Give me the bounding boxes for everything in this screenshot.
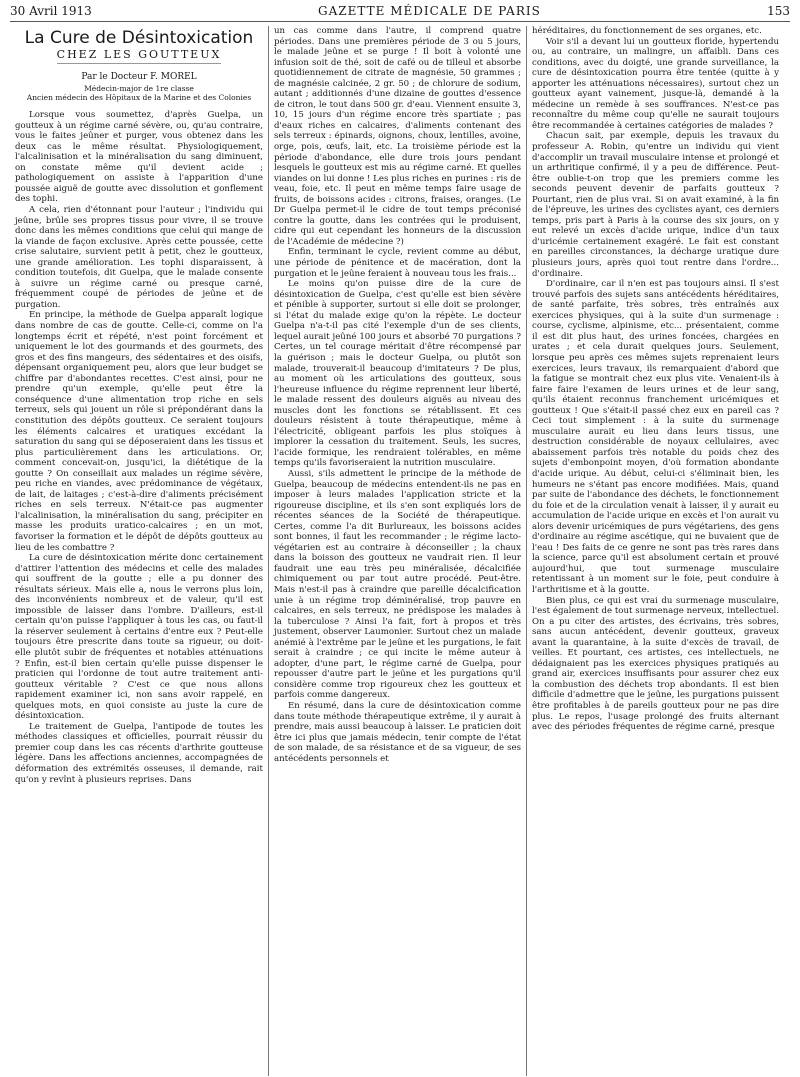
paragraph: Le moins qu'on puisse dire de la cure de désintoxication de Guelpa, c'est qu'elle est bien sévère et pénible à supporter, surtout si elle doit se prolonger, si l'état du malade exige qu'on la répète. Le docteur Guelpa n'a-t-il pas cité l'exemple d'un de ses clients, lequel aurait jeûné 100 jours et absorbé 70 purgations ? Certes, un tel courage méritait d'être récompensé par la guérison ; mais le docteur Guelpa, ou plutôt son malade, trouverait-il beaucoup d'imitateurs ? De plus, au moment où les articulations des goutteux, sous l'heureuse influence du régime reprennent leur liberté, le malade ressent des douleurs aiguës au niveau des muscles dont les fonctions se rétablissent. Et ces douleurs résistent à toute thérapeutique, même à l'électricité, obligeant parfois les plus stoïques à implorer la cessation du traitement. Seuls, les sucres, l'acide formique, les rendraient tolérables, en même temps qu'ils favoriseraient la nutrition musculaire. xyxy=(274,279,521,469)
paragraph: La cure de désintoxication mérite donc certainement d'attirer l'attention des médecins et celle des malades qui souffrent de la goutte ; elle a pu donner des résultats sérieux. Mais elle a, nous le verrons plus loin, des inconvénients nombreux et de valeur, qu'il est impossible de laisser dans l'ombre. D'ailleurs, est-il certain qu'on puisse l'appliquer à tous les cas, ou faut-il la réserver seulement à certains d'entre eux ? Peut-elle toujours être prescrite dans toute sa rigueur, ou doit-elle plutôt subir de fréquentes et notables atténuations ? Enfin, est-il bien certain qu'elle puisse dispenser le praticien qui l'ordonne de tout autre traitement anti-goutteux véritable ? C'est ce que nous allons rapidement examiner ici, non sans avoir rappelé, en quelques mots, en quoi consiste au juste la cure de désintoxication. xyxy=(15,553,263,722)
author-role-1: Médecin-major de 1re classe xyxy=(84,84,194,94)
header-journal-title: GAZETTE MÉDICALE DE PARIS xyxy=(318,4,541,18)
header-date: 30 Avril 1913 xyxy=(10,4,92,18)
paragraph: En principe, la méthode de Guelpa apparaît logique dans nombre de cas de goutte. Celle-ci, comme on l'a longtemps écrit et répété, n'est point forcément et uniquement le lot des gourmands et des gourmets, des gros et des fins mangeurs, des sédentaires et des oisifs, dépensant organiquement peu, alors que leur budget se chiffre par d'abondantes recettes. C'est ainsi, pour ne prendre qu'un exemple, qu'elle peut être la conséquence d'une alimentation trop riche en sels terreux, sels qui jouent un rôle si prépondérant dans la constitution des dépôts goutteux. Ce seraient toujours les éléments calcaires et uratiques excédant la saturation du sang qui se déposeraient dans les tissus et plus particulièrement dans les articulations. Or, comment concevait-on, jusqu'ici, la diététique de la goutte ? On conseillait aux malades un régime sévère, peu riche en viandes, avec prédominance de végétaux, de lait, de laitages ; c'est-à-dire d'aliments précisément riches en sels terreux. N'était-ce pas augmenter l'alcalinisation, la minéralisation du sang, précipiter en masse les produits uratico-calcaires ; en un mot, favoriser la formation et le dépôt de dépôts goutteux au lieu de les combattre ? xyxy=(15,310,263,553)
paragraph: Bien plus, ce qui est vrai du surmenage musculaire, l'est également de tout surmenage nerveux, intellectuel. On a pu citer des artistes, des écrivains, très sobres, sans aucun antécédent, devenir goutteux, graveux avant la quarantaine, à la suite d'excès de travail, de veilles. Et pourtant, ces artistes, ces intellectuels, ne dédaignaient pas les exercices physiques pratiqués au grand air, exercices insuffisants pour assurer chez eux la combustion des déchets trop abondants. Il est bien difficile d'admettre que le jeûne, les purgations puissent être profitables à de pareils goutteux pour ne pas dire plus. Le repos, l'usage prolongé des fruits alternant avec des périodes fréquentes de régime carné, presque xyxy=(532,595,779,733)
article-subtitle: CHEZ LES GOUTTEUX xyxy=(57,50,222,64)
paragraph: Le traitement de Guelpa, l'antipode de toutes les méthodes classiques et officielles, pourrait réussir du premier coup dans les cas récents d'arthrite goutteuse légère. Dans les affections anciennes, accompagnées de déformation des extrémités osseuses, il demande, rait qu'on y revînt à plusieurs reprises. Dans xyxy=(15,721,263,785)
paragraph: héréditaires, du fonctionnement de ses organes, etc. xyxy=(532,26,762,36)
header-page-number: 153 xyxy=(767,4,790,18)
paragraph: A cela, rien d'étonnant pour l'auteur ; l'individu qui jeûne, brûle ses propres tissus pour vivre, il se trouve donc dans les mêmes conditions que celui qui mange de la viande de façon exclusive. Après cette poussée, cette crise salutaire, survient petit à petit, chez le goutteux, une grande amélioration. Les tophi disparaissent, à condition toutefois, dit Guelpa, que le malade consente à suivre un régime carné ou presque carné, fréquemment coupé de périodes de jeûne et de purgation. xyxy=(15,205,263,310)
column-3 xyxy=(526,26,784,1076)
paragraph: Voir s'il a devant lui un goutteux floride, hypertendu ou, au contraire, un malingre, un affaibli. Dans ces conditions, avec du doigté, une grande surveillance, la cure de désintoxication pourra être tentée (quitte à y apporter les atténuations nécessaires), surtout chez un goutteux ayant vainement, jusque-là, demandé à la médecine un remède à ses souffrances. N'est-ce pas reconnaître du même coup qu'elle ne saurait toujours être recommandée à certaines catégories de malades ? xyxy=(532,36,779,131)
paragraph: Enfin, terminant le cycle, revient comme au début, une période de pénitence et de macération, dont la purgation et le jeûne feraient à nouveau tous les frais... xyxy=(274,247,521,279)
column-2 xyxy=(268,26,526,1076)
article-author: Par le Docteur F. MOREL xyxy=(81,71,197,82)
paragraph: En résumé, dans la cure de désintoxication comme dans toute méthode thérapeutique extrême, il y aurait à prendre, mais aussi beaucoup à laisser. Le praticien doit être ici plus que jamais médecin, tenir compte de l'état de son malade, de sa résistance et de sa vigueur, de ses antécédents personnels et xyxy=(274,701,521,764)
paragraph: Chacun sait, par exemple, depuis les travaux du professeur A. Robin, qu'entre un individu qui vient d'accomplir un travail musculaire intense et prolongé et un arthritique confirmé, il y a peu de différence. Peut-être oublie-t-on trop que les premiers comme les seconds peuvent devenir de parfaits goutteux ? Pourtant, rien de plus vrai. Si on avait examiné, à la fin de l'épreuve, les urines des cyclistes ayant, ces derniers temps, pris part à Paris à la course des six jours, on y eut relevé un excès d'acide urique, indice d'un taux d'uricémie certainement exagéré. Le fait est constant en pareilles circonstances, la décharge uratique dure plusieurs jours, après quoi tout rentre dans l'ordre... d'ordinaire. xyxy=(532,131,779,279)
paragraph: Lorsque vous soumettez, d'après Guelpa, un goutteux à un régime carné sévère, ou, qu'au contraire, vous le faites jeûner et purger, vous obtenez dans les deux cas le même résultat. Physiologiquement, l'alcalinisation et la minéralisation du sang diminuent, on constate même qu'il devient acide ; pathologiquement on assiste à l'apparition d'une poussée aiguë de goutte avec dissolution et gonflement des tophi. xyxy=(15,110,263,205)
paragraph: D'ordinaire, car il n'en est pas toujours ainsi. Il s'est trouvé parfois des sujets sans antécédents héréditaires, de santé parfaite, très sobres, très entraînés aux exercices physiques, qui à la suite d'un surmenage : course, cyclisme, alpinisme, etc... présentaient, comme il est dit plus haut, des urines foncées, chargées en urates ; et cela durait quelques jours. Seulement, lorsque peu après ces mêmes sujets reprenaient leurs exercices, leurs travaux, ils remarquaient d'abord que la fatigue se montrait chez eux plus vite. Venaient-ils à faire faire l'examen de leurs urines et de leur sang, qu'ils étaient reconnus franchement uricémiques et goutteux ! Que s'était-il passé chez eux en pareil cas ? Ceci tout simplement : à la suite du surmenage musculaire aurait eu lieu dans leurs tissus, une destruction considérable de noyaux cellulaires, avec abaissement parfois très notable du poids chez des sujets d'embonpoint moyen, d'où formation abondante d'acide urique. Au début, celui-ci s'éliminait bien, les humeurs ne s'étant pas encore modifiées. Mais, quand par suite de l'abondance des déchets, le fonctionnement du foie et de la circulation venait à laisser, il y aurait eu accumulation de l'acide urique en excès et l'on aurait vu alors devenir uricémiques de purs végétariens, des gens d'ordinaire au régime ascétique, qui ne buvaient que de l'eau ! Des faits de ce genre ne sont pas très rares dans la science, parce qu'il est absolument certain et prouvé aujourd'hui, que tout surmenage musculaire retentissant à un moment sur le foie, peut conduire à l'arthritisme et à la goutte. xyxy=(532,279,779,595)
author-role-2: Ancien médecin des Hôpitaux de la Marine et des Colonies xyxy=(26,93,252,103)
text-columns xyxy=(10,26,790,1076)
article-title: La Cure de Désintoxication xyxy=(24,28,254,48)
article-header xyxy=(15,28,263,102)
paragraph: un cas comme dans l'autre, il comprend quatre périodes. Dans une premières période de 3 ou 5 jours, le malade jeûne et se purge ! Il boit à volonté une infusion soit de thé, soit de café ou de tilleul et absorbe quotidiennement de citrate de magnésie, 50 grammes ; de magnésie calcinée, 2 gr. 50 ; de chlorure de sodium, autant ; additionnés d'une dizaine de gouttes d'essence de citron, le tout dans 500 gr. d'eau. Viennent ensuite 3, 10, 15 jours d'un régime encore très spartiate ; pas d'eaux riches en calcaires, d'aliments contenant des sels terreux : épinards, oignons, choux, lentilles, avoine, orge, pois, œufs, lait, etc. La troisième période est la période d'abondance, elle dure trois jours pendant lesquels le goutteux est mis au régime carné. Et quelles viandes on lui donne ! Les plus riches en purines : ris de veau, foie, etc. Il peut en même temps faire usage de fruits, de boissons acides : citrons, fraises, oranges. (Le Dr Guelpa permet-il le cidre de tout temps préconisé contre la goutte, dans les contrées qui le produisent, cidre qui eut cependant les honneurs de la discussion de l'Académie de médecine ?) xyxy=(274,26,521,247)
paragraph: Aussi, s'ils admettent le principe de la méthode de Guelpa, beaucoup de médecins entendent-ils ne pas en imposer à leurs malades l'application stricte et la rigoureuse discipline, et ils s'en sont expliqués lors de récentes séances de la Société de thérapeutique. Certes, comme l'a dit Burlureaux, les boissons acides sont bonnes, il faut les recommander ; le régime lacto-végétarien est au contraire à déconseiller ; la chaux dans la boisson des goutteux ne vaudrait rien. Il leur faudrait une eau très peu minéralisée, décalcifiée chimiquement ou par tout autre procédé. Peut-être. Mais n'est-il pas à craindre que pareille décalcification unie à un régime trop déminéralisé, trop pauvre en calcaires, en sels terreux, ne prédispose les malades à la tuberculose ? Ainsi l'a fait, fort à propos et très justement, observer Laumonier. Surtout chez un malade anémié à l'extrême par le jeûne et les purgations, le fait serait à craindre ; ce qui incite le même auteur à adopter, d'une part, le régime carné de Guelpa, pour repousser d'autre part le jeûne et les purgations qu'il considère comme trop rigoureux chez les goutteux et parfois comme dangereux. xyxy=(274,468,521,701)
page-header xyxy=(10,4,790,22)
column-1 xyxy=(10,26,268,1076)
